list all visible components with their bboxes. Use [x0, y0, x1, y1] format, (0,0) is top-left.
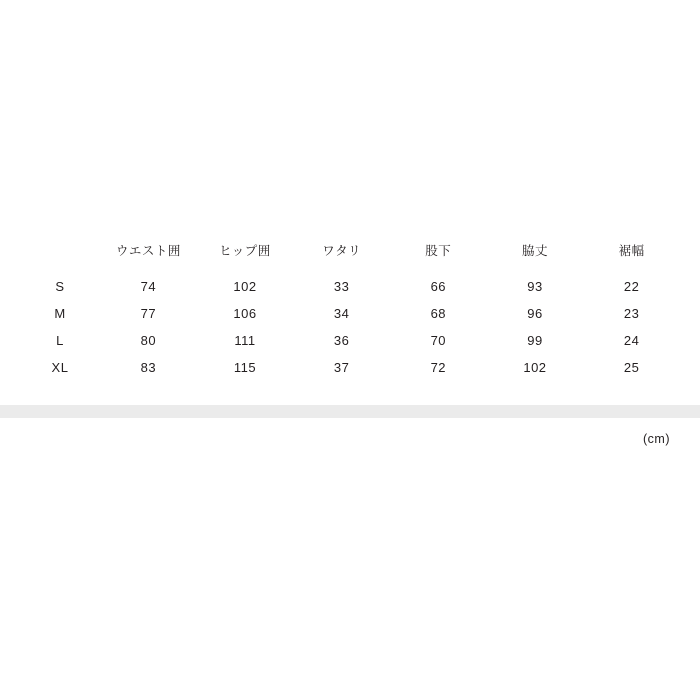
section-divider: [0, 405, 700, 418]
unit-note: (cm): [643, 432, 670, 446]
table-row: [20, 327, 680, 354]
column-header-hip: ヒップ囲: [219, 243, 271, 258]
column-header-outseam: 脇丈: [521, 243, 548, 258]
cell-s-waist: 74: [140, 279, 157, 294]
cell-xl-hip: 115: [233, 360, 257, 375]
cell-xl-hem: 25: [623, 360, 640, 375]
cell-s-thigh: 33: [333, 279, 350, 294]
cell-l-hem: 24: [623, 333, 640, 348]
row-label-xl: XL: [51, 360, 69, 375]
row-label-m: M: [54, 306, 66, 321]
row-label-s: S: [55, 279, 65, 294]
size-table-body: [20, 273, 680, 381]
column-header-hem: 裾幅: [618, 243, 645, 258]
column-header-inseam: 股下: [425, 243, 452, 258]
cell-m-outseam: 96: [527, 306, 543, 321]
cell-s-outseam: 93: [527, 279, 543, 294]
cell-s-inseam: 66: [430, 279, 447, 294]
cell-xl-thigh: 37: [333, 360, 350, 375]
cell-xl-inseam: 72: [430, 360, 447, 375]
cell-m-inseam: 68: [430, 306, 447, 321]
table-row: [20, 273, 680, 300]
column-header-thigh: ワタリ: [322, 243, 362, 258]
row-label-l: L: [56, 333, 64, 348]
size-table: [20, 236, 680, 381]
cell-l-inseam: 70: [430, 333, 447, 348]
table-row: [20, 354, 680, 381]
header-row: [20, 236, 680, 273]
size-table-container: [0, 236, 700, 381]
table-corner-cell: [20, 236, 100, 273]
cell-l-outseam: 99: [527, 333, 543, 348]
cell-m-hem: 23: [623, 306, 640, 321]
cell-l-waist: 80: [140, 333, 157, 348]
size-table-header: [20, 236, 680, 273]
cell-m-hip: 106: [233, 306, 257, 321]
column-header-waist: ウエスト囲: [115, 243, 181, 258]
cell-s-hip: 102: [233, 279, 257, 294]
cell-l-thigh: 36: [333, 333, 350, 348]
cell-m-waist: 77: [140, 306, 157, 321]
cell-m-thigh: 34: [333, 306, 350, 321]
table-row: [20, 300, 680, 327]
cell-xl-waist: 83: [140, 360, 157, 375]
cell-s-hem: 22: [623, 279, 640, 294]
cell-l-hip: 111: [234, 333, 256, 348]
cell-xl-outseam: 102: [523, 360, 547, 375]
